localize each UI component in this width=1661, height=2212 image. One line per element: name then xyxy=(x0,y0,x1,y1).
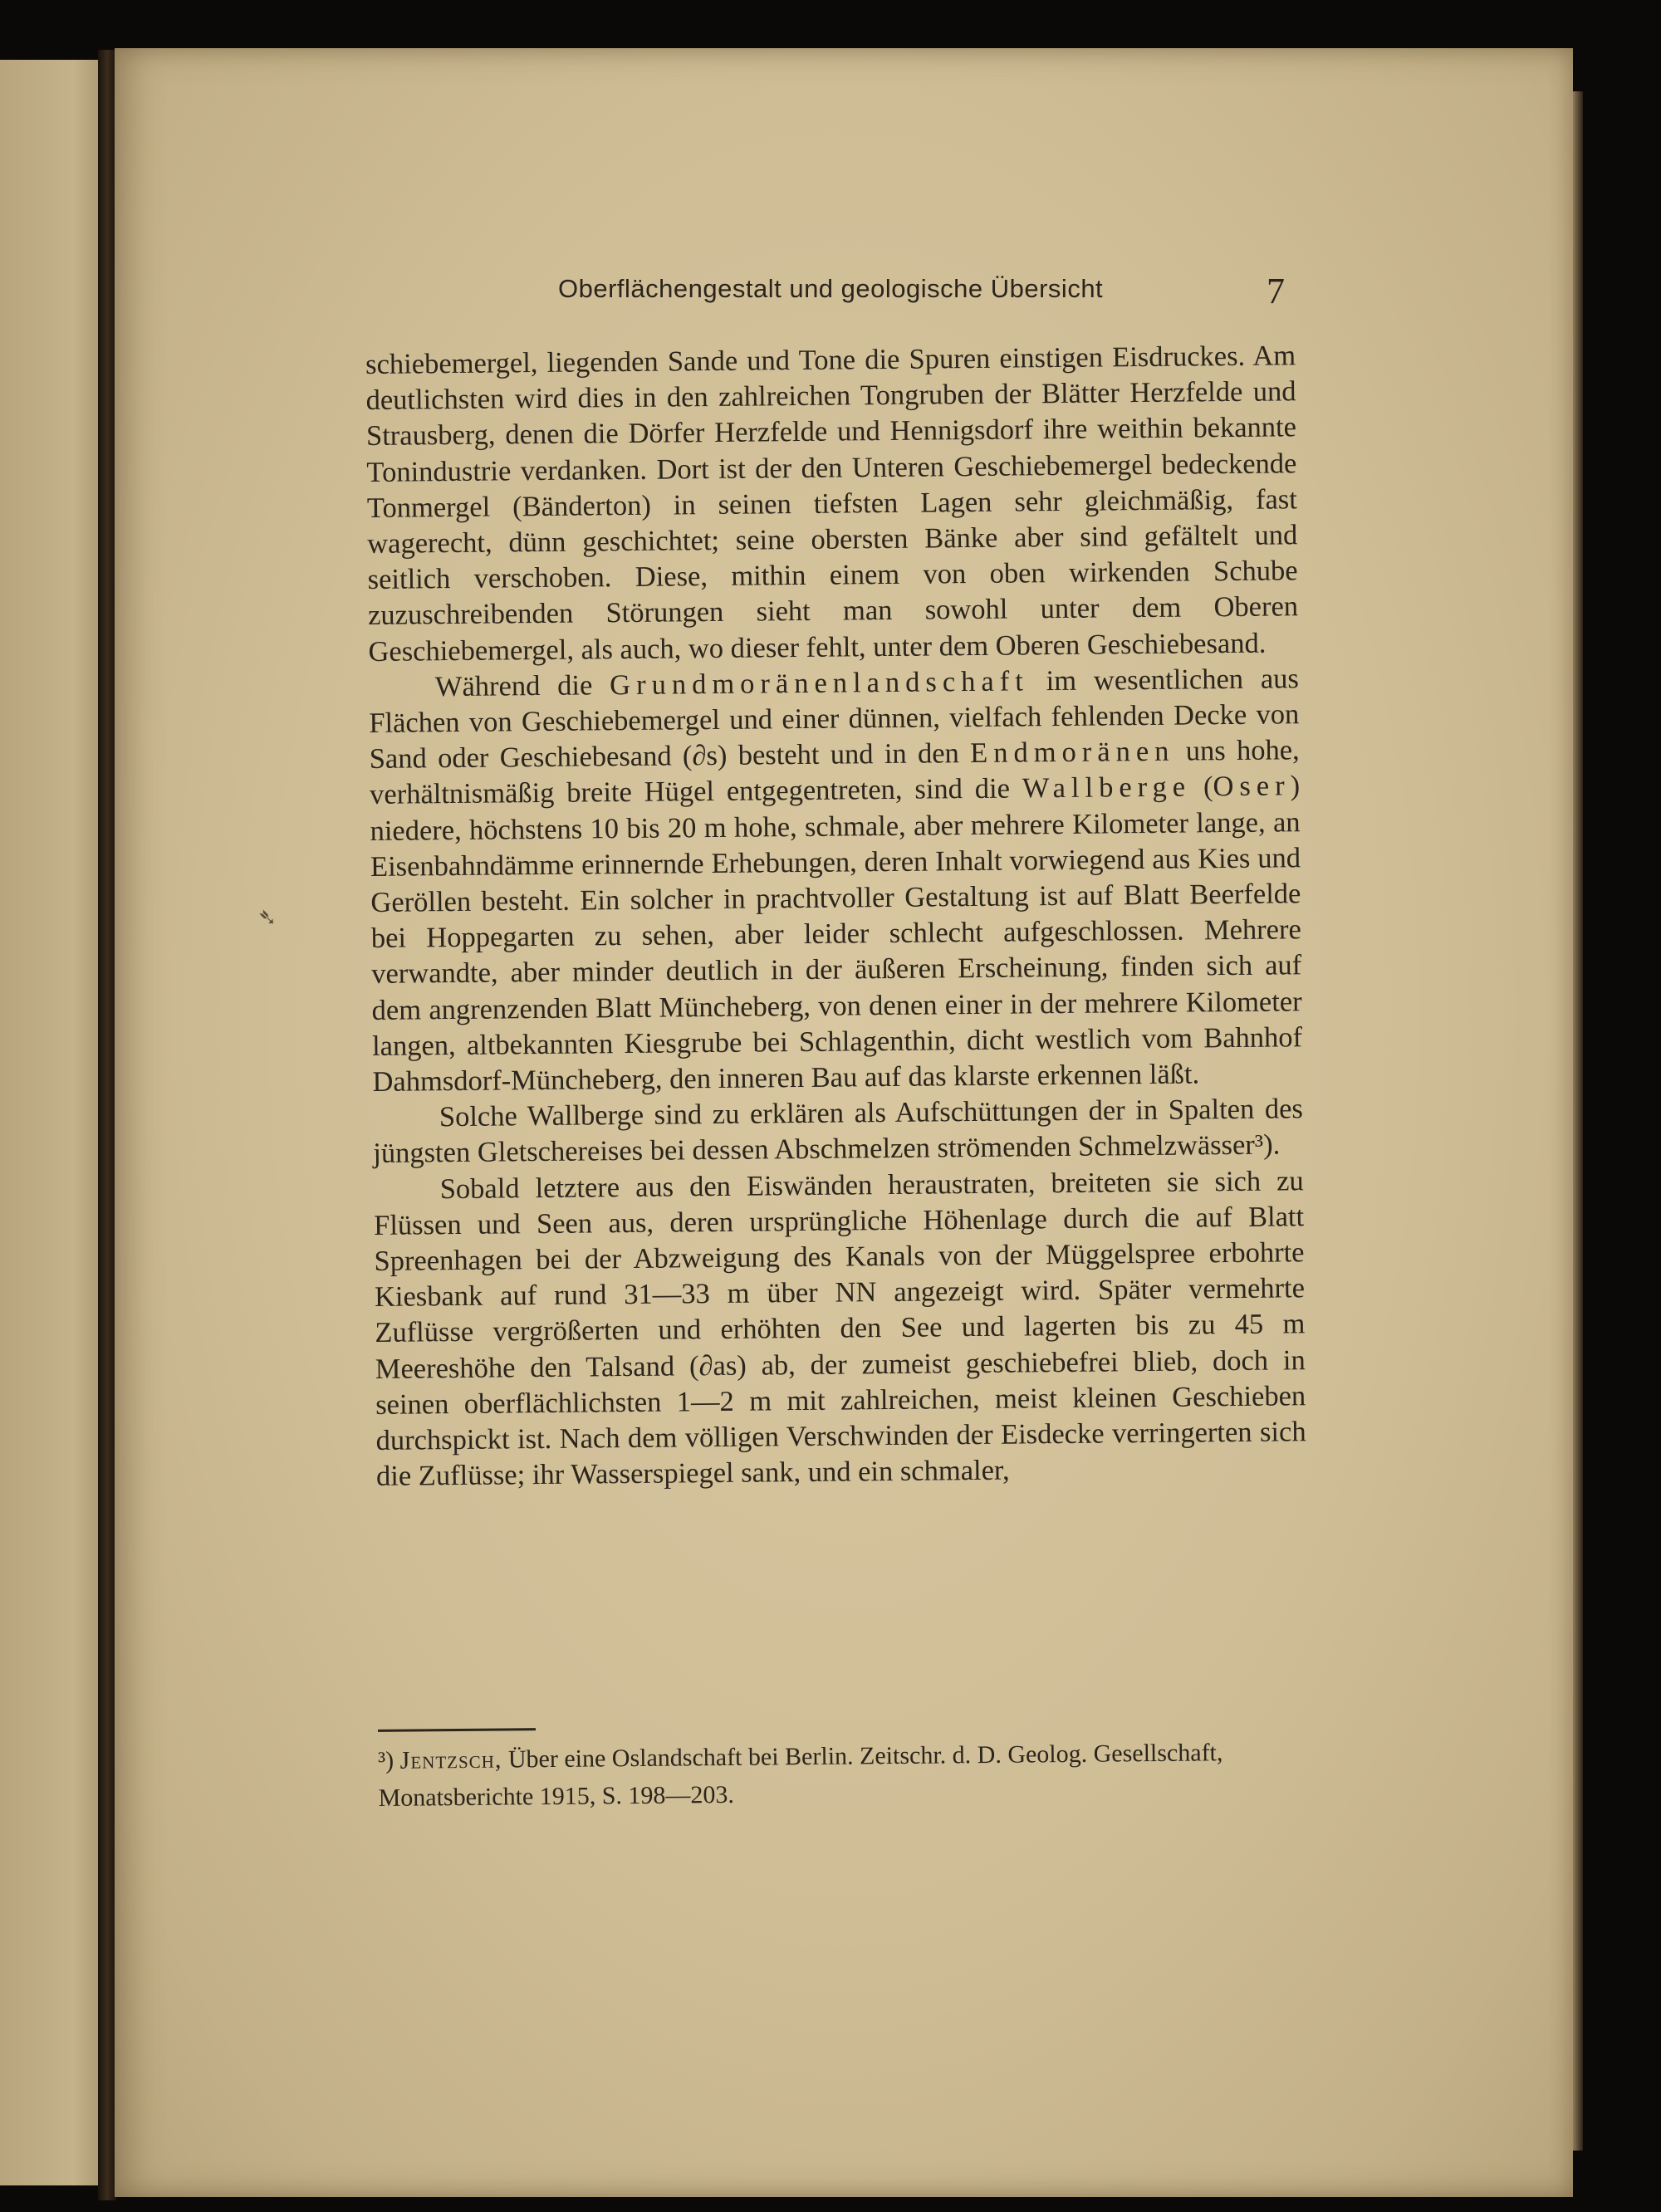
paragraph-1: schiebemergel, liegenden Sande und Tone die Spuren einstigen Eisdruckes. Am deutlichsten wird dies in den zahlreichen Tongruben der Blätter Herzfelde und Strausberg, denen die Dörfer Herzfelde und Hennigsdorf ihre weithin bekannte Tonindustrie verdanken. Dort ist der den Unteren Geschiebemergel bedeckende Tonmergel (Bänderton) in seinen tiefsten Lagen sehr gleichmäßig, fast wagerecht, dünn geschichtet; seine obersten Bänke aber sind gefältelt und seitlich verschoben. Diese, mithin einem von oben wirkenden Schube zuzuschreibenden Störungen sieht man sowohl unter dem Oberen Geschiebemergel, als auch, wo dieser fehlt, unter dem Oberen Geschiebesand. xyxy=(365,340,1299,668)
page-number: 7 xyxy=(1267,271,1285,311)
body-text xyxy=(365,338,1306,1495)
paragraph-2-part-e: ) niedere, höchstens 10 bis 20 m hohe, schmale, aber mehrere Kilometer lange, an Eisenbahndämme erinnernde Erhebungen, deren Inhalt vorwiegend aus Kies und Geröllen besteht. Ein solcher in prachtvoller Gestaltung ist auf Blatt Beerfelde bei Hoppegarten zu sehen, aber leider schlecht aufgeschlossen. Mehrere verwandte, aber minder deutlich in der äußeren Erscheinung, finden sich auf dem angrenzenden Blatt Müncheberg, von denen einer in der mehrere Kilometer langen, altbekannten Kiesgrube bei Schlagenthin, dicht westlich vom Bahnhof Dahmsdorf-Müncheberg, den inneren Bau auf das klarste erkennen läßt. xyxy=(370,770,1303,1099)
margin-mark-icon: ➴ xyxy=(257,905,277,931)
running-header: Oberflächengestalt und geologische Übersicht xyxy=(558,274,1104,303)
paragraph-2-part-d: ( xyxy=(1190,771,1213,803)
facing-page-edge xyxy=(0,60,105,2185)
term-oser: Oser xyxy=(1213,770,1291,803)
page-fore-edge xyxy=(1573,91,1583,2151)
paragraph-3: Solche Wallberge sind zu erklären als Aufschüttungen der in Spalten des jüngsten Gletschereises bei dessen Abschmelzen strömenden Schmelzwässer³). xyxy=(373,1093,1304,1170)
footnote-marker: ³) xyxy=(378,1746,394,1774)
paragraph-2-part-a: Während die xyxy=(434,669,610,703)
term-wallberge: Wallberge xyxy=(1022,771,1192,805)
paragraph-2 xyxy=(369,661,1303,1100)
term-endmoraenen: Endmoränen xyxy=(969,735,1175,770)
term-grundmoraenenlandschaft: Grundmoränenlandschaft xyxy=(610,665,1030,702)
paragraph-2-part-b: im wesentlichen aus Flächen von Geschiebemergel und einer dünnen, vielfach fehlenden Decke von Sand oder Geschiebesand (∂s) besteht und in den xyxy=(369,663,1300,776)
footnote-author: Jentzsch, xyxy=(399,1745,502,1774)
paragraph-2-part-c: uns hohe, verhältnismäßig breite Hügel entgegentreten, sind die xyxy=(369,734,1300,811)
book-spine xyxy=(98,50,116,2200)
paragraph-4: Sobald letztere aus den Eiswänden heraustraten, breiteten sie sich zu Flüssen und Seen aus, deren ursprüngliche Höhenlage durch die auf Blatt Spreenhagen bei der Abzweigung des Kanals von der Müggelspree erbohrte Kiesbank auf rund 31—33 m über NN angezeigt wird. Später vermehrte Zuflüsse vergrößerten und erhöhten den See und lagerten bis zu 45 m Meereshöhe den Talsand (∂as) ab, der zumeist geschiebefrei blieb, doch in seinen oberflächlichsten 1—2 m mit zahlreichen, meist kleinen Geschieben durchspickt ist. Nach dem völligen Verschwinden der Eisdecke verringerten sich die Zuflüsse; ihr Wasserspiegel sank, und ein schmaler, xyxy=(373,1164,1306,1493)
footnote-text: Über eine Oslandschaft bei Berlin. Zeitschr. d. D. Geolog. Gesellschaft, Monatsberichte 1915, S. 198—203. xyxy=(378,1739,1223,1812)
footnote xyxy=(378,1733,1301,1817)
